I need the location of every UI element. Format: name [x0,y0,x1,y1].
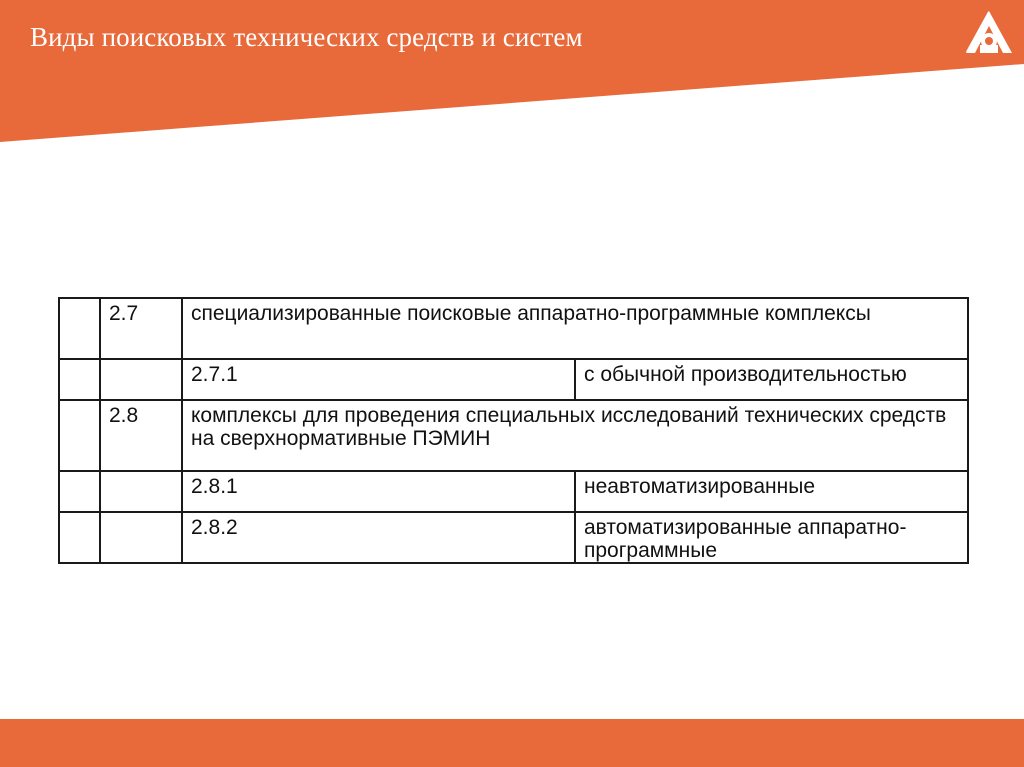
table-row [59,359,968,400]
table-cell-blank [100,471,182,512]
table-row [59,400,968,471]
row-number: 2.8.1 [182,471,575,512]
classification-table [58,297,969,564]
table-row [59,471,968,512]
row-number: 2.7 [100,298,182,359]
row-number: 2.7.1 [182,359,575,400]
table-cell-blank [100,359,182,400]
table-cell-blank [59,512,100,563]
row-description: неавтоматизированные [575,471,968,512]
table-cell-blank [100,512,182,563]
row-description: автоматизированные аппаратно-программные [575,512,968,563]
table-cell-blank [59,359,100,400]
table-cell-blank [59,400,100,471]
a-letter-logo-icon [963,8,1015,56]
footer-band [0,719,1024,767]
row-number: 2.8 [100,400,182,471]
table-cell-blank [59,298,100,359]
table-row [59,298,968,359]
row-number: 2.8.2 [182,512,575,563]
row-description: специализированные поисковые аппаратно-программные комплексы [182,298,968,359]
page-title: Виды поисковых технических средств и систем [30,22,583,52]
table-cell-blank [59,471,100,512]
row-description: комплексы для проведения специальных исследований технических средств на сверхнормативные ПЭМИН [182,400,968,471]
row-description: с обычной производительностью [575,359,968,400]
table-row [59,512,968,563]
